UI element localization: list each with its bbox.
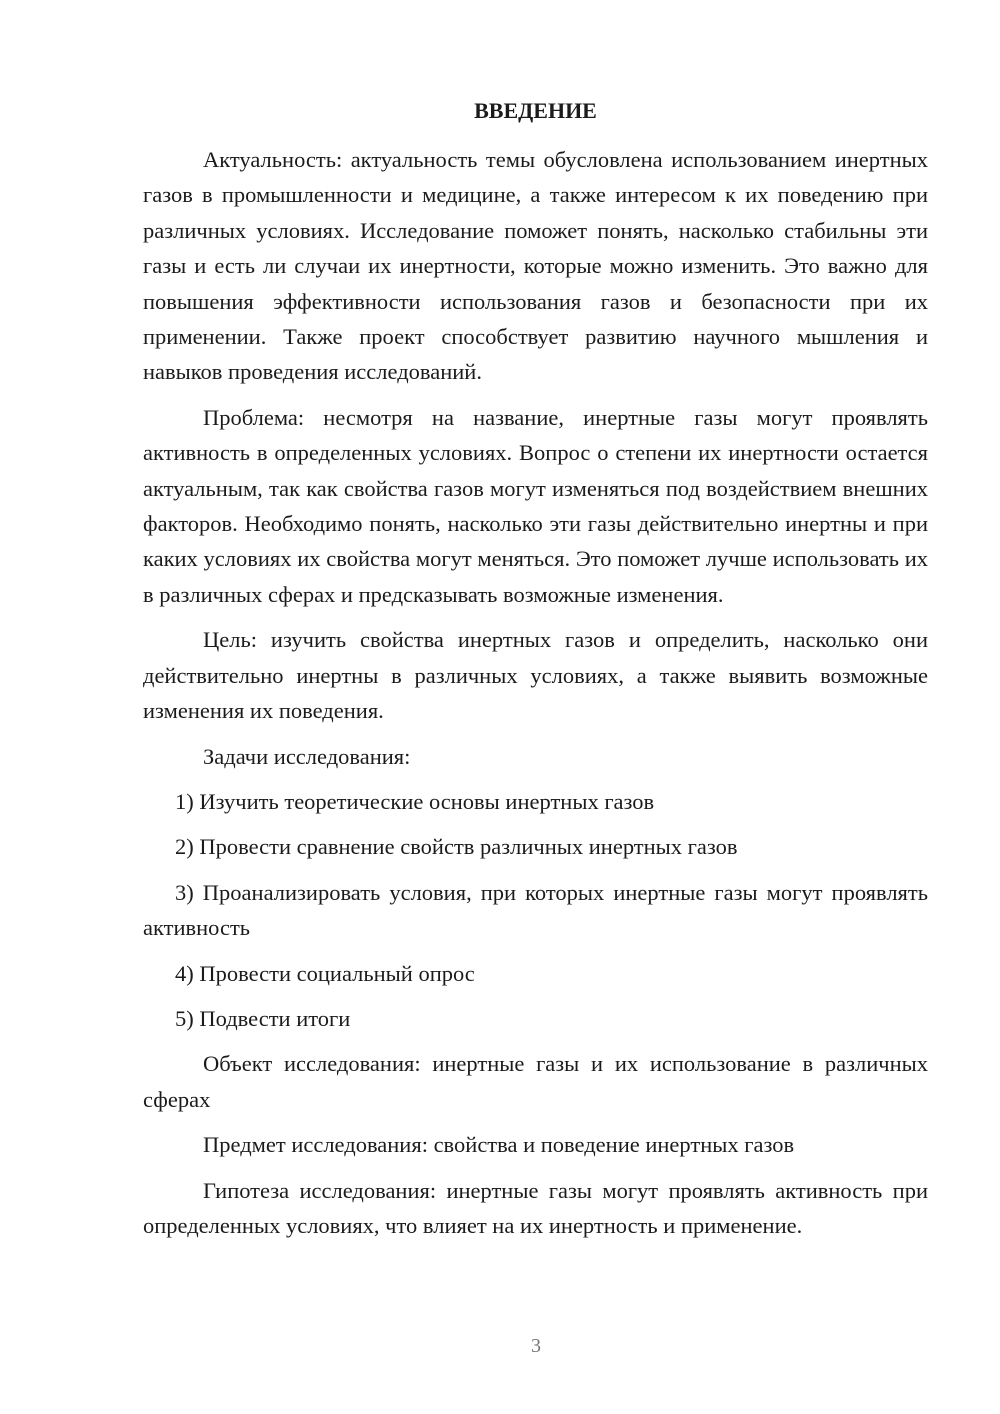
task-item-1: 1) Изучить теоретические основы инертных газов [175,788,655,814]
body-text [143,142,928,1253]
paragraph-problem: Проблема: несмотря на название, инертные газы могут проявлять активность в определенных условиях. Вопрос о степени их инертности остается актуальным, так как свойства газов могут изменяться под воздействием внешних факторов. Необходимо понять, насколько эти газы действительно инертны и при каких условиях их свойства могут меняться. Это поможет лучше использовать их в различных сферах и предсказывать возможные изменения. [143,404,928,607]
paragraph-goal: Цель: изучить свойства инертных газов и определить, насколько они действительно инертны в различных условиях, а также выявить возможные изменения их поведения. [143,627,928,724]
task-item-5: 5) Подвести итоги [175,1005,351,1031]
section-title: ВВЕДЕНИЕ [474,98,597,123]
task-item-4: 4) Провести социальный опрос [175,960,475,986]
paragraph-object: Объект исследования: инертные газы и их использование в различных сферах [143,1051,928,1112]
paragraph-subject: Предмет исследования: свойства и поведение инертных газов [203,1132,795,1158]
paragraph-hypothesis: Гипотеза исследования: инертные газы могут проявлять активность при определенных условиях, что влияет на их инертность и применение. [143,1177,928,1238]
paragraph-relevance: Актуальность: актуальность темы обусловлена использованием инертных газов в промышленности и медицине, а также интересом к их поведению при различных условиях. Исследование поможет понять, насколько стабильны эти газы и есть ли случаи их инертности, которые можно изменить. Это важно для повышения эффективности использования газов и безопасности при их применении. Также проект способствует развитию научного мышления и навыков проведения исследований. [143,147,928,385]
task-item-2: 2) Провести сравнение свойств различных инертных газов [175,834,738,860]
task-item-3: 3) Проанализировать условия, при которых инертные газы могут проявлять активность [143,879,928,941]
page-number: 3 [531,1335,541,1357]
paragraph-tasks-heading: Задачи исследования: [203,743,411,769]
